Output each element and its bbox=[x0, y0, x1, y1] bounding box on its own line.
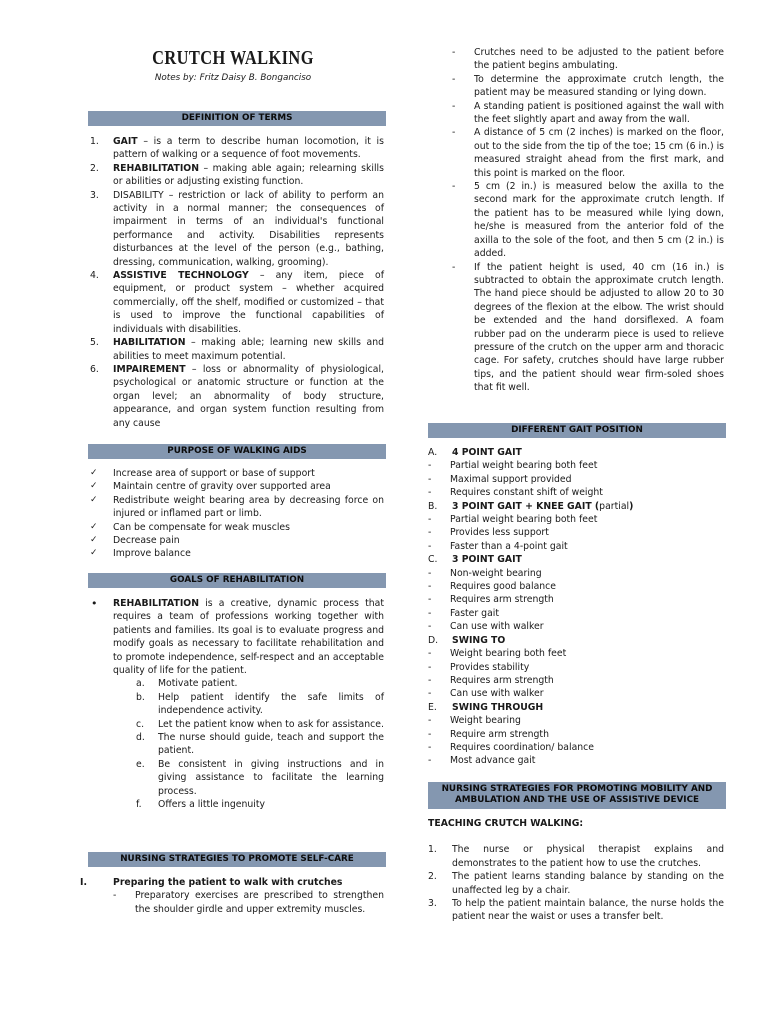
gait-item-text: Partial weight bearing both feet bbox=[450, 514, 598, 526]
list-letter: e. bbox=[136, 758, 145, 770]
definition-item bbox=[80, 336, 384, 363]
gait-item-text: Requires coordination/ balance bbox=[450, 741, 594, 753]
mobility-item bbox=[428, 843, 724, 870]
gait-item-text: Provides less support bbox=[450, 527, 549, 539]
goals-sub-text: Be consistent in giving instructions and in giving assistance to facilitate the learning process. bbox=[158, 758, 384, 797]
document-author-notes: Notes by: Fritz Daisy B. Bonganciso bbox=[154, 73, 312, 83]
gait-item bbox=[428, 526, 724, 539]
gait-name: 4 POINT GAIT bbox=[452, 447, 522, 458]
gait-item-text: Weight bearing bbox=[450, 715, 521, 727]
definition-text: – loss or abnormality of physiological, psychological or anatomic structure or function at the organ level; an abnormality of body structure, appearance, and organ system function resulting from any cause bbox=[113, 363, 384, 429]
gait-name: 3 POINT GAIT + KNEE GAIT ( bbox=[452, 500, 600, 512]
gait-item bbox=[428, 567, 724, 580]
list-number: 5. bbox=[90, 337, 99, 349]
purpose-item bbox=[80, 534, 384, 547]
gait-title bbox=[428, 446, 724, 459]
gait-name: 3 POINT GAIT bbox=[452, 554, 522, 566]
list-letter: c. bbox=[136, 718, 145, 730]
definition-text: – making able; learning new skills and abilities to meet maximum potential. bbox=[113, 337, 384, 362]
section-heading-selfcare: NURSING STRATEGIES TO PROMOTE SELF-CARE bbox=[88, 852, 386, 867]
crutch-adjustment-list bbox=[452, 46, 724, 395]
gait-item-text: Requires arm strength bbox=[450, 594, 554, 606]
list-number: 6. bbox=[90, 363, 99, 375]
gait-letter: A. bbox=[428, 447, 438, 458]
dash-bullet-icon: - bbox=[428, 607, 432, 619]
mobility-text: To help the patient maintain balance, the nurse holds the patient near the waist or uses a transfer belt. bbox=[452, 898, 724, 923]
gait-item bbox=[428, 486, 724, 499]
dash-bullet-icon: - bbox=[428, 715, 432, 727]
crutch-item bbox=[452, 180, 724, 260]
gait-item bbox=[428, 513, 724, 526]
gait-letter: C. bbox=[428, 554, 438, 566]
purpose-text: Redistribute weight bearing area by decreasing force on injured or inflamed part or limb. bbox=[113, 494, 384, 520]
dash-bullet-icon: - bbox=[428, 728, 432, 740]
dash-bullet-icon: - bbox=[428, 460, 432, 472]
section-heading-mobility: NURSING STRATEGIES FOR PROMOTING MOBILITY AND AMBULATION AND THE USE OF ASSISTIVE DEVICE bbox=[428, 782, 726, 809]
definition-text: – making able again; relearning skills or abilities or adjusting existing function. bbox=[113, 162, 384, 188]
definition-term: HABILITATION bbox=[113, 337, 186, 349]
crutch-text: If the patient height is used, 40 cm (16 in.) is subtracted to obtain the approximate crutch length. The hand piece should be adjusted to allow 20 to 30 degrees of the flexion at the elbow. The wrist should be extended and the hand dorsiflexed. A foam rubber pad on the underarm piece is used to relieve pressure of the crutch on the upper arm and thoracic cage. For safety, crutches should have large rubber tips, and the patient should wear firm-soled shoes that fit well. bbox=[474, 261, 724, 394]
purpose-item bbox=[80, 494, 384, 521]
gait-item-text: Requires constant shift of weight bbox=[450, 487, 603, 499]
gait-title bbox=[428, 634, 724, 647]
goals-sub-item bbox=[136, 798, 384, 811]
purpose-list bbox=[80, 467, 384, 561]
goals-sub-item bbox=[136, 691, 384, 718]
purpose-item bbox=[80, 547, 384, 560]
definition-term: ASSISTIVE TECHNOLOGY bbox=[113, 270, 249, 282]
gait-name: SWING TO bbox=[452, 634, 506, 646]
list-letter: b. bbox=[136, 691, 145, 703]
crutch-item bbox=[452, 100, 724, 127]
goals-sub-item bbox=[136, 758, 384, 798]
purpose-text: Improve balance bbox=[113, 548, 191, 560]
mobility-item bbox=[428, 870, 724, 897]
dash-bullet-icon: - bbox=[428, 581, 432, 593]
dash-bullet-icon: - bbox=[428, 755, 432, 767]
gait-letter: E. bbox=[428, 701, 437, 713]
crutch-item bbox=[452, 261, 724, 395]
definition-text: – any item, piece of equipment, or product system – whether acquired commercially, off the shelf, modified or customized – that is used to improve the functional capabilities of individuals with disabilities. bbox=[113, 270, 384, 335]
definition-term: REHABILITATION bbox=[113, 162, 199, 174]
goals-paragraph bbox=[80, 597, 384, 677]
gait-item bbox=[428, 728, 724, 741]
gait-item bbox=[428, 647, 724, 660]
gait-name-close: ) bbox=[629, 500, 634, 512]
gait-item-text: Partial weight bearing both feet bbox=[450, 460, 598, 472]
gait-item-text: Requires good balance bbox=[450, 581, 557, 593]
definition-text: DISABILITY – restriction or lack of ability to perform an activity in a normal manner; the consequences of impairment in terms of an individual's functional performance and activity. Disabilities represents disturbances at the level of the person (e.g., bathing, dressing, communication, walking, grooming). bbox=[113, 189, 384, 268]
dash-bullet-icon: - bbox=[428, 648, 432, 660]
gait-item-text: Maximal support provided bbox=[450, 473, 572, 485]
gait-items bbox=[428, 513, 724, 553]
gait-item-text: Faster gait bbox=[450, 607, 500, 619]
list-number: 2. bbox=[90, 162, 99, 174]
crutch-item bbox=[452, 73, 724, 100]
gait-letter: D. bbox=[428, 634, 439, 646]
goals-text: is a creative, dynamic process that requires a team of professions working together with patients and families. Its goal is to evaluate progress and modify goals as necessary to facilitate rehabilitation and to promote independence, self-respect and an acceptable quality of life for the patient. bbox=[113, 598, 384, 677]
selfcare-item bbox=[113, 889, 384, 916]
gait-item bbox=[428, 674, 724, 687]
section-heading-gait: DIFFERENT GAIT POSITION bbox=[428, 423, 726, 438]
dash-bullet-icon: - bbox=[428, 514, 432, 526]
crutch-text: To determine the approximate crutch length, the patient may be measured standing or lying down. bbox=[474, 73, 724, 99]
gait-item-text: Most advance gait bbox=[450, 755, 536, 767]
gait-title bbox=[428, 500, 724, 513]
gait-item-text: Can use with walker bbox=[450, 688, 544, 700]
dash-bullet-icon: - bbox=[428, 473, 432, 485]
dash-bullet-icon: - bbox=[428, 621, 432, 633]
purpose-text: Can be compensate for weak muscles bbox=[113, 521, 290, 533]
crutch-text: A standing patient is positioned against the wall with the feet slightly apart and away from the wall. bbox=[474, 100, 724, 126]
gait-items bbox=[428, 647, 724, 701]
list-number: 2. bbox=[428, 871, 437, 883]
purpose-text: Maintain centre of gravity over supported area bbox=[113, 481, 331, 493]
definition-item bbox=[80, 363, 384, 430]
bullet-dot-icon: • bbox=[91, 597, 98, 610]
checkmark-icon: ✓ bbox=[90, 521, 98, 532]
gait-item bbox=[428, 540, 724, 553]
document-title: CRUTCH WALKING bbox=[152, 47, 314, 69]
dash-bullet-icon: - bbox=[452, 181, 456, 193]
goals-term: REHABILITATION bbox=[113, 598, 199, 609]
list-number: 3. bbox=[90, 189, 99, 201]
dash-bullet-icon: - bbox=[428, 487, 432, 499]
dash-bullet-icon: - bbox=[428, 674, 432, 686]
definition-item bbox=[80, 135, 384, 162]
gait-items bbox=[428, 714, 724, 768]
crutch-item bbox=[452, 46, 724, 73]
gait-item bbox=[428, 714, 724, 727]
gait-letter: B. bbox=[428, 500, 438, 512]
section-heading-purpose: PURPOSE OF WALKING AIDS bbox=[88, 444, 386, 459]
section-heading-goals: GOALS OF REHABILITATION bbox=[88, 573, 386, 588]
list-number: 1. bbox=[428, 844, 437, 856]
purpose-text: Decrease pain bbox=[113, 535, 180, 547]
mobility-text: The nurse or physical therapist explains and demonstrates to the patient how to use the crutches. bbox=[452, 844, 724, 869]
gait-title bbox=[428, 701, 724, 714]
gait-item-text: Can use with walker bbox=[450, 621, 544, 633]
crutch-item bbox=[452, 126, 724, 180]
gait-item bbox=[428, 687, 724, 700]
dash-bullet-icon: - bbox=[428, 661, 432, 673]
dash-bullet-icon: - bbox=[428, 540, 432, 552]
selfcare-text: Preparatory exercises are prescribed to strengthen the shoulder girdle and upper extremity muscles. bbox=[135, 890, 384, 915]
list-letter: f. bbox=[136, 799, 142, 811]
definition-item bbox=[80, 269, 384, 336]
goals-sub-text: The nurse should guide, teach and support the patient. bbox=[158, 732, 384, 757]
gait-item bbox=[428, 741, 724, 754]
gait-item bbox=[428, 620, 724, 633]
dash-bullet-icon: - bbox=[452, 127, 456, 139]
goals-block bbox=[80, 597, 384, 812]
teaching-crutch-walking-heading: TEACHING CRUTCH WALKING: bbox=[428, 818, 584, 829]
checkmark-icon: ✓ bbox=[90, 535, 98, 546]
dash-bullet-icon: - bbox=[428, 741, 432, 753]
gait-items bbox=[428, 459, 724, 499]
gait-item-text: Provides stability bbox=[450, 661, 530, 673]
dash-bullet-icon: - bbox=[452, 73, 456, 85]
definition-list bbox=[80, 135, 384, 430]
mobility-block bbox=[428, 817, 724, 924]
goals-sub-text: Offers a little ingenuity bbox=[158, 799, 266, 811]
checkmark-icon: ✓ bbox=[90, 468, 98, 478]
definition-item bbox=[80, 189, 384, 269]
purpose-item bbox=[80, 467, 384, 480]
list-letter: a. bbox=[136, 678, 145, 690]
dash-bullet-icon: - bbox=[428, 594, 432, 606]
checkmark-icon: ✓ bbox=[90, 548, 98, 559]
mobility-item bbox=[428, 897, 724, 924]
gait-title bbox=[428, 553, 724, 566]
list-number: 1. bbox=[90, 136, 99, 147]
dash-bullet-icon: - bbox=[452, 261, 456, 273]
list-number: 3. bbox=[428, 898, 437, 910]
goals-sub-item bbox=[136, 718, 384, 731]
selfcare-block bbox=[80, 876, 384, 916]
dash-bullet-icon: - bbox=[428, 688, 432, 700]
gait-item bbox=[428, 593, 724, 606]
definition-term: GAIT bbox=[113, 136, 138, 147]
gait-item bbox=[428, 459, 724, 472]
gait-item bbox=[428, 607, 724, 620]
dash-bullet-icon: - bbox=[452, 47, 456, 58]
dash-bullet-icon: - bbox=[452, 100, 456, 112]
gait-item-text: Require arm strength bbox=[450, 728, 549, 740]
definition-text: – is a term to describe human locomotion, it is pattern of walking or a sequence of foot movements. bbox=[113, 136, 384, 161]
section-heading-definition: DEFINITION OF TERMS bbox=[88, 111, 386, 126]
goals-sub-item bbox=[136, 731, 384, 758]
definition-term: IMPAIREMENT bbox=[113, 363, 186, 375]
goals-sub-text: Motivate patient. bbox=[158, 678, 238, 690]
purpose-item bbox=[80, 521, 384, 534]
gait-item bbox=[428, 754, 724, 767]
gait-item-text: Requires arm strength bbox=[450, 674, 554, 686]
gait-name-extra: partial bbox=[599, 500, 630, 512]
gait-item bbox=[428, 661, 724, 674]
gait-item-text: Weight bearing both feet bbox=[450, 648, 567, 660]
gait-list bbox=[428, 446, 724, 768]
goals-sub-text: Help patient identify the safe limits of independence activity. bbox=[158, 691, 384, 717]
gait-items bbox=[428, 567, 724, 634]
goals-sub-text: Let the patient know when to ask for assistance. bbox=[158, 718, 384, 730]
gait-item bbox=[428, 473, 724, 486]
definition-item bbox=[80, 162, 384, 189]
crutch-text: A distance of 5 cm (2 inches) is marked on the floor, out to the side from the tip of the toe; 15 cm (6 in.) is measured straight ahead from the first mark, and this point is marked on the floor. bbox=[474, 127, 724, 179]
crutch-text: Crutches need to be adjusted to the patient before the patient begins ambulating. bbox=[474, 47, 724, 72]
mobility-text: The patient learns standing balance by standing on the unaffected leg by a chair. bbox=[452, 871, 724, 896]
gait-item-text: Faster than a 4-point gait bbox=[450, 540, 568, 552]
dash-bullet-icon: - bbox=[113, 890, 117, 902]
gait-item bbox=[428, 580, 724, 593]
checkmark-icon: ✓ bbox=[90, 494, 98, 505]
list-number: 4. bbox=[90, 270, 99, 282]
dash-bullet-icon: - bbox=[428, 527, 432, 539]
list-letter: d. bbox=[136, 732, 145, 744]
roman-numeral: I. bbox=[80, 877, 87, 888]
checkmark-icon: ✓ bbox=[90, 481, 98, 492]
gait-name: SWING THROUGH bbox=[452, 701, 544, 713]
gait-item-text: Non-weight bearing bbox=[450, 567, 542, 579]
purpose-text: Increase area of support or base of support bbox=[113, 468, 315, 479]
selfcare-title: Preparing the patient to walk with crutches bbox=[113, 877, 343, 888]
goals-sub-item bbox=[136, 677, 384, 690]
dash-bullet-icon: - bbox=[428, 567, 432, 579]
selfcare-subtitle bbox=[80, 876, 384, 889]
crutch-text: 5 cm (2 in.) is measured below the axilla to the second mark for the approximate crutch length. If the patient has to be measured while lying down, he/she is measured from the anterior fold of the axilla to the sole of the foot, and then 5 cm (2 in.) is added. bbox=[474, 181, 724, 260]
purpose-item bbox=[80, 480, 384, 493]
